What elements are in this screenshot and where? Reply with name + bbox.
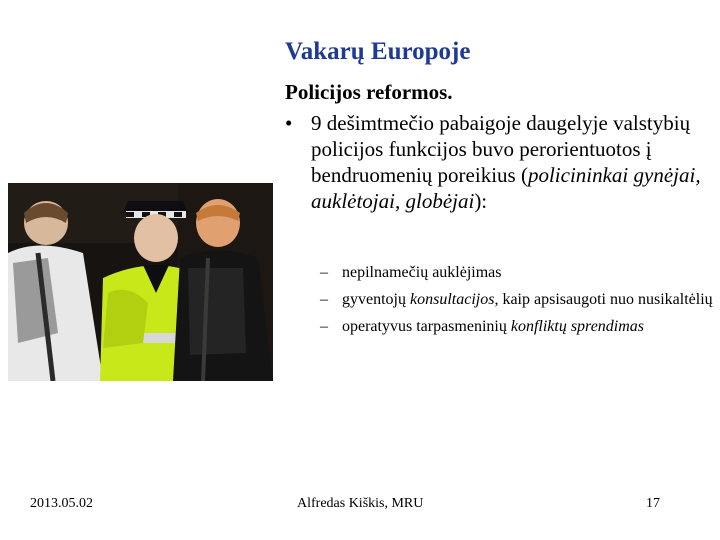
bullet-text-plain: 9 dešimtmečio pabaigoje daugelyje valstybių policijos funkcijos buvo perorientuotos į bendruomenių poreikius ( bbox=[311, 111, 691, 187]
sub-list bbox=[320, 262, 715, 343]
sub-text-after: , kaip apsisaugoti nuo nusikaltėlių bbox=[494, 291, 713, 308]
footer-date: 2013.05.02 bbox=[30, 496, 93, 511]
dash-marker: – bbox=[320, 264, 328, 281]
main-bullet bbox=[285, 110, 715, 214]
dash-marker: – bbox=[320, 291, 328, 308]
bullet-text-end: ): bbox=[474, 189, 488, 213]
slide-subtitle: Policijos reformos. bbox=[285, 80, 453, 104]
sub-item-text bbox=[342, 262, 715, 283]
slide-title: Vakarų Europoje bbox=[285, 38, 471, 65]
sub-text-italic: konfliktų sprendimas bbox=[510, 318, 645, 335]
police-officers-photo bbox=[8, 183, 273, 381]
footer-author: Alfredas Kiškis, MRU bbox=[297, 496, 424, 511]
sub-item-text bbox=[342, 316, 715, 337]
bullet-text bbox=[311, 110, 715, 214]
bullet-marker: • bbox=[285, 111, 293, 135]
sub-text-plain: operatyvus tarpasmeninių bbox=[342, 318, 511, 335]
bullet-text-italic: policininkai gynėjai, auklėtojai, globėjai bbox=[311, 163, 701, 213]
sub-text-italic: konsultacijos bbox=[410, 291, 495, 308]
sub-item bbox=[320, 316, 715, 337]
sub-item bbox=[320, 262, 715, 283]
page-number: 17 bbox=[646, 496, 660, 511]
sub-text-plain: gyventojų bbox=[342, 291, 410, 308]
sub-text-plain: nepilnamečių auklėjimas bbox=[342, 264, 502, 281]
sub-item-text bbox=[342, 289, 715, 310]
sub-item bbox=[320, 289, 715, 310]
dash-marker: – bbox=[320, 318, 328, 335]
